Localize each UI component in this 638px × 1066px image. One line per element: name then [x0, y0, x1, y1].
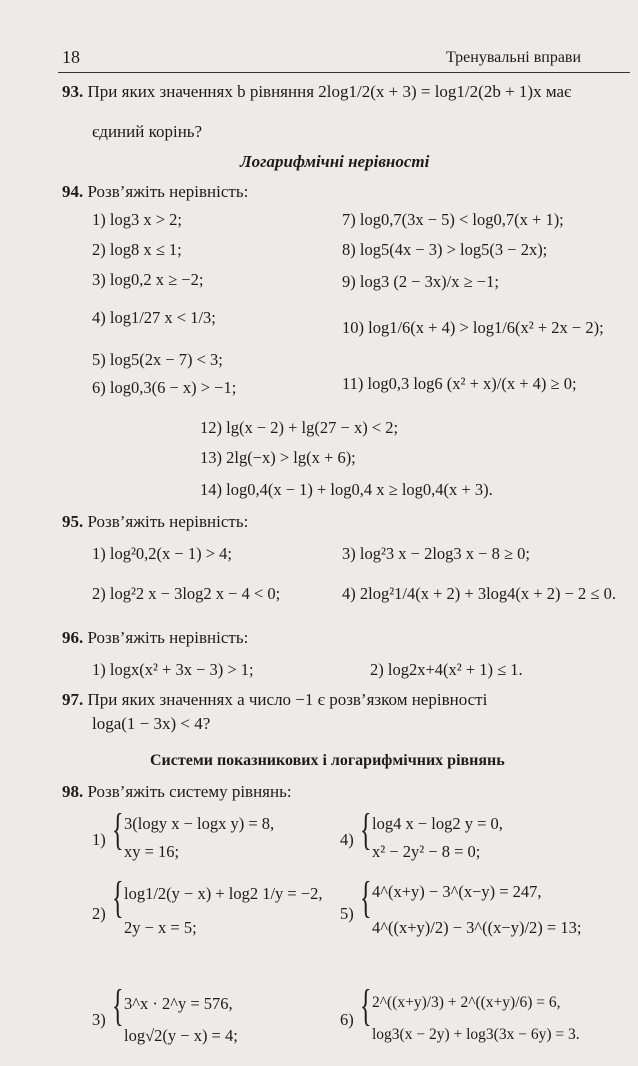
exercise-item: 9) log3 (2 − 3x)/x ≥ −1; — [342, 272, 499, 291]
problem-number: 94. — [62, 182, 84, 201]
exercise-item: 1) logx(x² + 3x − 3) > 1; — [92, 660, 254, 679]
system-label: 4) — [340, 830, 354, 849]
running-title: Тренувальні вправи — [446, 49, 582, 66]
problem-text: Розв’яжіть систему рівнянь: — [87, 782, 292, 801]
brace-icon: { — [360, 805, 372, 854]
system-equation: x² − 2y² − 8 = 0; — [372, 842, 481, 861]
problem-text: Розв’яжіть нерівність: — [87, 512, 249, 531]
problem-number: 97. — [62, 690, 84, 709]
problem-text: При яких значеннях a число −1 є розв’язком нерівності — [87, 690, 488, 709]
exercise-item: 8) log5(4x − 3) > log5(3 − 2x); — [342, 240, 548, 259]
problem-text: Розв’яжіть нерівність: — [87, 628, 249, 647]
brace-icon: { — [360, 873, 372, 922]
exercise-item: 2) log2x+4(x² + 1) ≤ 1. — [370, 660, 523, 679]
system-equation: 2^((x+y)/3) + 2^((x+y)/6) = 6, — [372, 994, 561, 1011]
system-label: 6) — [340, 1010, 354, 1029]
problem-number: 95. — [62, 512, 84, 531]
brace-icon: { — [112, 805, 124, 854]
system-label: 1) — [92, 830, 106, 849]
exercise-item: 1) log3 x > 2; — [92, 210, 182, 229]
system-equation: xy = 16; — [124, 842, 180, 861]
exercise-item: 5) log5(2x − 7) < 3; — [92, 350, 223, 369]
system-equation: 4^((x+y)/2) − 3^((x−y)/2) = 13; — [372, 918, 582, 937]
system-equation: log√2(y − x) = 4; — [124, 1026, 238, 1045]
exercise-item: 14) log0,4(x − 1) + log0,4 x ≥ log0,4(x + 3). — [200, 480, 493, 499]
exercise-item: 6) log0,3(6 − x) > −1; — [92, 378, 237, 397]
problem-97-line1 — [62, 690, 487, 710]
exercise-item: 12) lg(x − 2) + lg(27 − x) < 2; — [200, 418, 399, 437]
system-equation: 3^x · 2^y = 576, — [124, 994, 233, 1013]
problem-93-line2: єдиний корінь? — [92, 122, 203, 141]
system-equation: log4 x − log2 y = 0, — [372, 814, 503, 833]
system-label: 2) — [92, 904, 106, 923]
problem-97-line2: loga(1 − 3x) < 4? — [92, 714, 211, 733]
exercise-item: 10) log1/6(x + 4) > log1/6(x² + 2x − 2); — [342, 318, 604, 337]
brace-icon: { — [112, 981, 124, 1030]
system-label: 3) — [92, 1010, 106, 1029]
problem-number: 96. — [62, 628, 84, 647]
section-title: Системи показникових і логарифмічних рівнянь — [150, 752, 505, 769]
brace-icon: { — [112, 873, 124, 922]
section-title: Логарифмічні нерівності — [240, 152, 430, 171]
problem-number: 98. — [62, 782, 84, 801]
system-label: 5) — [340, 904, 354, 923]
exercise-item: 7) log0,7(3x − 5) < log0,7(x + 1); — [342, 210, 564, 229]
system-equation: 2y − x = 5; — [124, 918, 197, 937]
exercise-item: 11) log0,3 log6 (x² + x)/(x + 4) ≥ 0; — [342, 374, 577, 393]
header-rule — [58, 72, 630, 73]
system-equation: log1/2(y − x) + log2 1/y = −2, — [124, 884, 323, 903]
page-number: 18 — [62, 47, 80, 67]
problem-number: 93. — [62, 82, 84, 101]
system-equation: 3(logy x − logx y) = 8, — [124, 814, 275, 833]
exercise-item: 4) 2log²1/4(x + 2) + 3log4(x + 2) − 2 ≤ 0. — [342, 584, 616, 603]
problem-text: При яких значеннях b рівняння 2log1/2(x + 3) = log1/2(2b + 1)x має — [87, 82, 572, 101]
problem-98-prompt — [62, 782, 292, 802]
system-equation: 4^(x+y) − 3^(x−y) = 247, — [372, 882, 542, 901]
exercise-item: 2) log8 x ≤ 1; — [92, 240, 182, 259]
problem-96-prompt — [62, 628, 248, 648]
exercise-item: 2) log²2 x − 3log2 x − 4 < 0; — [92, 584, 281, 603]
problem-text: Розв’яжіть нерівність: — [87, 182, 249, 201]
problem-95-prompt — [62, 512, 248, 532]
problem-93-line1 — [62, 82, 571, 102]
problem-94-prompt — [62, 182, 248, 202]
exercise-item: 13) 2lg(−x) > lg(x + 6); — [200, 448, 356, 467]
exercise-item: 1) log²0,2(x − 1) > 4; — [92, 544, 232, 563]
brace-icon: { — [360, 981, 372, 1030]
system-equation: log3(x − 2y) + log3(3x − 6y) = 3. — [372, 1026, 580, 1043]
exercise-item: 3) log0,2 x ≥ −2; — [92, 270, 204, 289]
exercise-item: 3) log²3 x − 2log3 x − 8 ≥ 0; — [342, 544, 530, 563]
exercise-item: 4) log1/27 x < 1/3; — [92, 308, 216, 327]
